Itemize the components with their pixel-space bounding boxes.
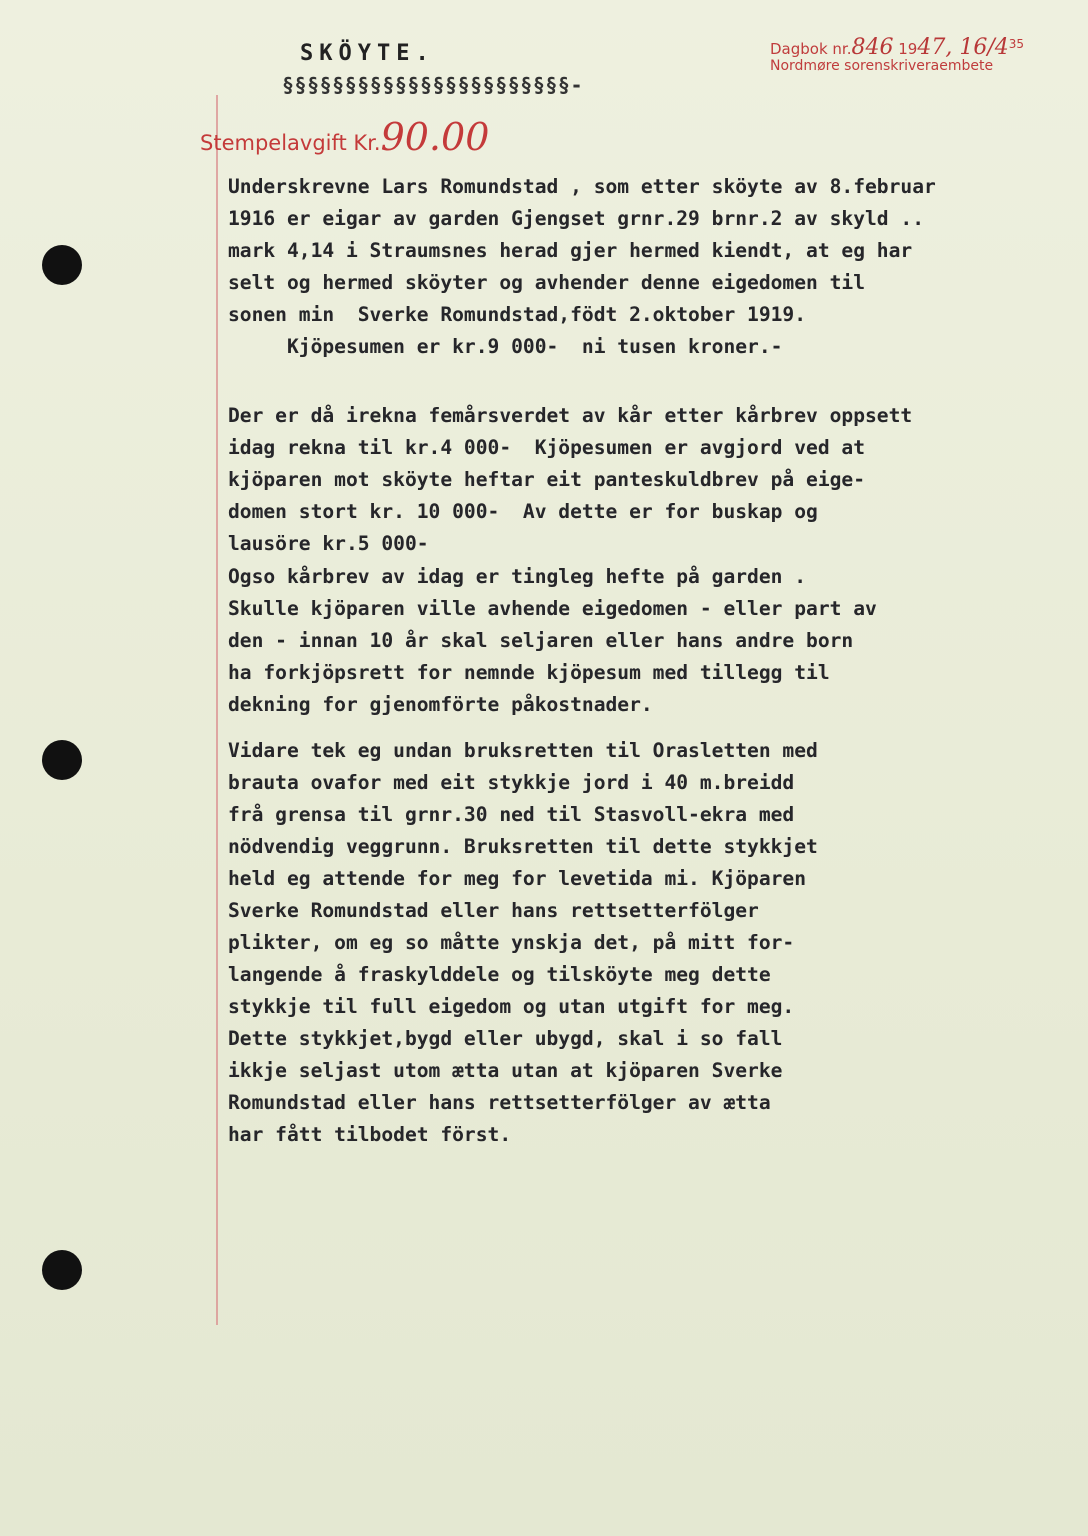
text-line: mark 4,14 i Straumsnes herad gjer hermed kiendt, at eg har: [228, 239, 913, 262]
registry-stamp: [770, 35, 1070, 74]
text-line: frå grensa til grnr.30 ned til Stasvoll-ekra med: [228, 803, 795, 826]
fee-label: Stempelavgift Kr.: [200, 131, 381, 155]
title-underline: §§§§§§§§§§§§§§§§§§§§§§§-: [282, 73, 583, 97]
stamp-dagbok-number: 846: [851, 35, 894, 60]
text-line: held eg attende for meg for levetida mi. Kjöparen: [228, 867, 807, 890]
text-line: selt og hermed sköyter og avhender denne eigedomen til: [228, 271, 866, 294]
stamp-fee: [200, 115, 489, 159]
text-line: Kjöpesumen er kr.9 000- ni tusen kroner.-: [228, 335, 783, 358]
text-line: sonen min Sverke Romundstad,födt 2.oktober 1919.: [228, 303, 807, 326]
text-line: ikkje seljast utom ætta utan at kjöparen Sverke: [228, 1059, 783, 1082]
stamp-label-dagbok: Dagbok nr.: [770, 40, 852, 58]
red-margin-line: [216, 95, 218, 1325]
text-line: Der er då irekna femårsverdet av kår etter kårbrev oppsett: [228, 404, 913, 427]
text-line: Sverke Romundstad eller hans rettsetterfölger: [228, 899, 759, 922]
text-line: nödvendig veggrunn. Bruksretten til dette stykkjet: [228, 835, 818, 858]
text-line: den - innan 10 år skal seljaren eller hans andre born: [228, 629, 854, 652]
text-line: har fått tilbodet först.: [228, 1123, 512, 1146]
text-line: dekning for gjenomförte påkostnader.: [228, 693, 653, 716]
text-line: Skulle kjöparen ville avhende eigedomen - eller part av: [228, 597, 877, 620]
text-line: ha forkjöpsrett for nemnde kjöpesum med tillegg til: [228, 661, 830, 684]
punch-hole-middle: [42, 740, 82, 780]
punch-hole-top: [42, 245, 82, 285]
fee-amount: 90.00: [380, 115, 490, 159]
text-line: 1916 er eigar av garden Gjengset grnr.29 brnr.2 av skyld ..: [228, 207, 924, 230]
text-line: Vidare tek eg undan bruksretten til Orasletten med: [228, 739, 818, 762]
punch-hole-bottom: [42, 1250, 82, 1290]
text-line: Romundstad eller hans rettsetterfölger av ætta: [228, 1091, 771, 1114]
text-line: domen stort kr. 10 000- Av dette er for buskap og: [228, 500, 818, 523]
text-line: brauta ovafor med eit stykkje jord i 40 m.breidd: [228, 771, 795, 794]
text-line: idag rekna til kr.4 000- Kjöpesumen er avgjord ved at: [228, 436, 866, 459]
text-line: lausöre kr.5 000-: [228, 532, 429, 555]
stamp-date: 47, 16/4: [917, 35, 1009, 60]
text-line: stykkje til full eigedom og utan utgift for meg.: [228, 995, 795, 1018]
stamp-page-number: 35: [1008, 37, 1025, 51]
text-line: langende å fraskylddele og tilsköyte meg dette: [228, 963, 771, 986]
text-line: plikter, om eg so måtte ynskja det, på mitt for-: [228, 931, 795, 954]
text-line: Underskrevne Lars Romundstad , som etter sköyte av 8.februar: [228, 175, 936, 198]
stamp-year-prefix: 19: [898, 40, 918, 58]
text-line: kjöparen mot sköyte heftar eit panteskuldbrev på eige-: [228, 468, 866, 491]
text-line: Dette stykkjet,bygd eller ubygd, skal i so fall: [228, 1027, 783, 1050]
document-title: SKÖYTE.: [300, 41, 435, 66]
text-line: Ogso kårbrev av idag er tingleg hefte på garden .: [228, 565, 807, 588]
stamp-office: Nordmøre sorenskriveraembete: [770, 58, 994, 74]
